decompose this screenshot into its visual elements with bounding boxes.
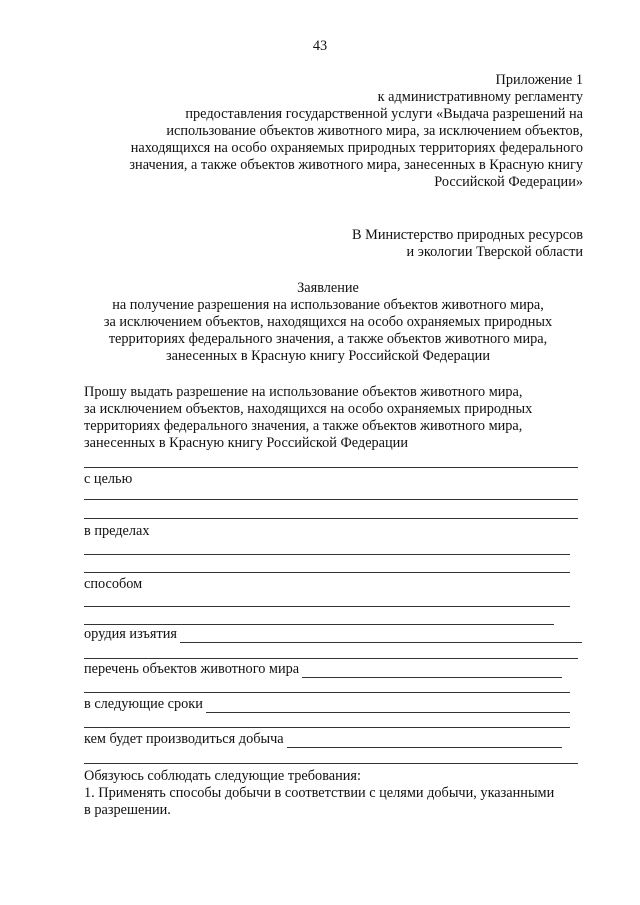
tools-field	[84, 626, 582, 643]
within-blank-line[interactable]	[84, 554, 570, 555]
method-blank-line[interactable]	[84, 624, 554, 625]
obligation-item-line: в разрешении.	[84, 802, 171, 818]
field-label-within: в пределах	[84, 523, 150, 539]
request-line: территориях федерального значения, а также объектов животного мира,	[84, 418, 523, 434]
animals-list-blank-line[interactable]	[84, 692, 570, 693]
animals-list-field	[84, 661, 562, 678]
page-number: 43	[312, 38, 328, 54]
field-label-hunter: кем будет производиться добыча	[84, 731, 284, 747]
dates-field	[84, 696, 570, 713]
appendix-line: предоставления государственной услуги «Выдача разрешений на	[185, 106, 583, 122]
purpose-blank-line[interactable]	[84, 499, 578, 500]
field-label-purpose: с целью	[84, 471, 133, 487]
within-blank-line[interactable]	[84, 572, 570, 573]
request-line: занесенных в Красную книгу Российской Федерации	[84, 435, 408, 451]
request-line: Прошу выдать разрешение на использование объектов животного мира,	[84, 384, 523, 400]
dates-input-line[interactable]	[206, 699, 570, 713]
tools-input-line[interactable]	[180, 629, 582, 643]
hunter-blank-line[interactable]	[84, 763, 578, 764]
field-label-animals-list: перечень объектов животного мира	[84, 661, 300, 677]
appendix-line: значения, а также объектов животного мира, занесенных в Красную книгу	[129, 157, 583, 173]
dates-blank-line[interactable]	[84, 727, 570, 728]
statement-subtitle-line: на получение разрешения на использование объектов животного мира,	[112, 297, 544, 313]
appendix-line: Приложение 1	[495, 72, 583, 88]
statement-subtitle-line: занесенных в Красную книгу Российской Федерации	[166, 348, 490, 364]
appendix-line: Российской Федерации»	[434, 174, 583, 190]
hunter-field	[84, 731, 562, 748]
field-label-tools: орудия изъятия	[84, 626, 177, 642]
field-label-method: способом	[84, 576, 143, 592]
addressee-line: В Министерство природных ресурсов	[352, 227, 583, 243]
method-blank-line[interactable]	[84, 606, 570, 607]
appendix-line: находящихся на особо охраняемых природных территориях федерального	[130, 140, 583, 156]
purpose-blank-line[interactable]	[84, 518, 578, 519]
animals-list-input-line[interactable]	[302, 664, 562, 678]
addressee-line: и экологии Тверской области	[406, 244, 583, 260]
hunter-input-line[interactable]	[287, 734, 562, 748]
statement-subtitle-line: территориях федерального значения, а также объектов животного мира,	[108, 331, 548, 347]
statement-subtitle-line: за исключением объектов, находящихся на особо охраняемых природных	[103, 314, 553, 330]
obligation-item-line: 1. Применять способы добычи в соответствии с целями добычи, указанными	[84, 785, 555, 801]
obligations-intro: Обязуюсь соблюдать следующие требования:	[84, 768, 361, 784]
blank-line[interactable]	[84, 467, 578, 468]
request-line: за исключением объектов, находящихся на особо охраняемых природных	[84, 401, 533, 417]
field-label-dates: в следующие сроки	[84, 696, 203, 712]
statement-title: Заявление	[297, 280, 359, 296]
appendix-line: использование объектов животного мира, за исключением объектов,	[166, 123, 583, 139]
appendix-line: к административному регламенту	[377, 89, 583, 105]
tools-blank-line[interactable]	[84, 658, 578, 659]
